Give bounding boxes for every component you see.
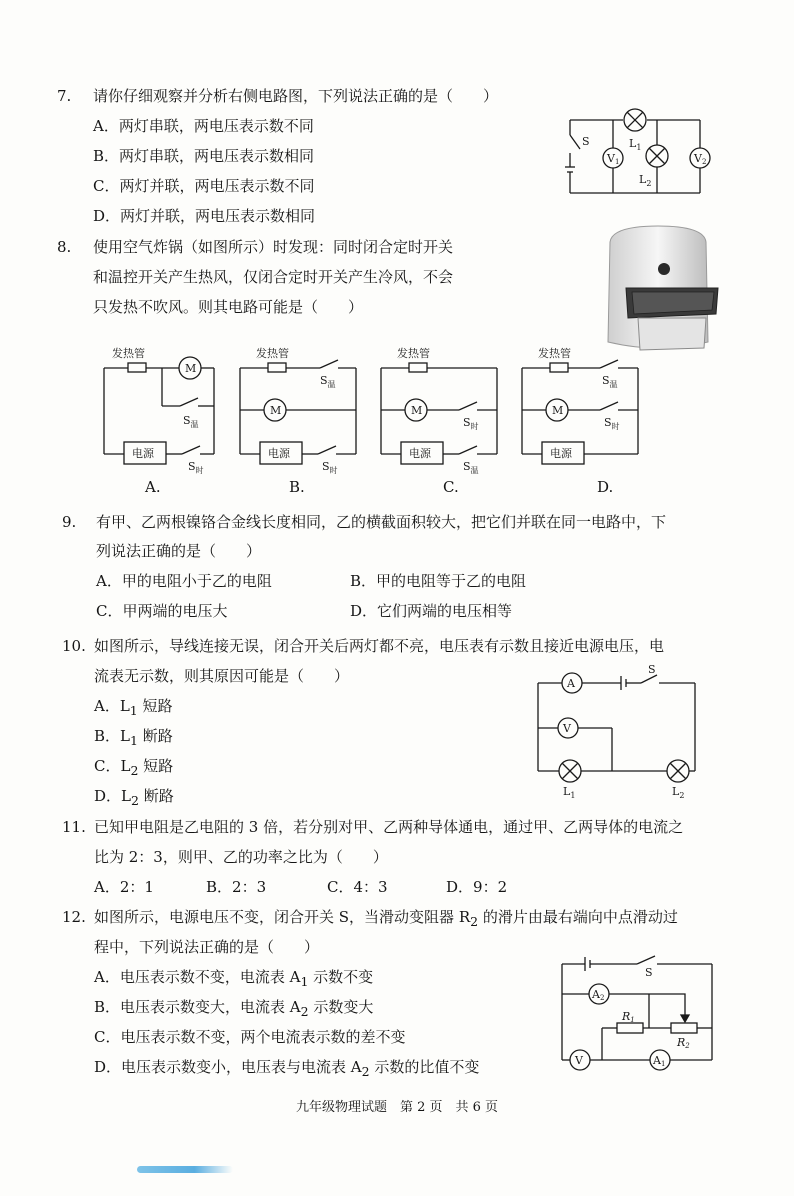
question-12-option-b: B．电压表示数变大，电流表 $A_2$ 示数变大	[94, 998, 374, 1019]
question-8-stem-line-2: 和温控开关产生热风，仅闭合定时开关产生冷风，不会	[93, 268, 454, 286]
question-7-option-d: D．两灯并联，两电压表示数相同	[93, 207, 316, 225]
question-8-choice-d: D.	[597, 478, 614, 496]
question-8-stem-line-3: 只发热不吹风。则其电路可能是（ ）	[93, 298, 364, 316]
question-8-stem-line-1: 使用空气炸锅（如图所示）时发现：同时闭合定时开关	[93, 238, 454, 256]
svg-text:S温: $S_温$	[463, 460, 479, 475]
switch-label: S	[582, 135, 590, 148]
svg-text:V1: V1	[607, 152, 620, 166]
question-9-stem-line-1: 有甲、乙两根镍铬合金线长度相同，乙的横截面积较大，把它们并联在同一电路中，下	[96, 513, 667, 531]
question-8-choice-c: C.	[443, 478, 459, 496]
question-10-option-a: A．$L_1$ 短路	[94, 697, 173, 718]
rheostat-r2-icon	[671, 1023, 697, 1033]
heater-icon	[268, 363, 286, 372]
question-10-number: 10.	[62, 637, 86, 655]
question-11-option-b: B．2：3	[206, 878, 267, 896]
svg-text:电源: 电源	[132, 447, 154, 460]
circuit-option-b	[240, 346, 356, 475]
question-11-option-c: C．4：3	[327, 878, 388, 896]
svg-text:发热管: 发热管	[256, 347, 289, 360]
svg-text:S: S	[648, 663, 656, 676]
svg-text:S: S	[645, 966, 653, 979]
question-12-option-a: A．电压表示数不变，电流表 $A_1$ 示数不变	[94, 968, 374, 989]
svg-text:A1: A1	[653, 1054, 666, 1068]
question-10-option-b: B．$L_1$ 断路	[94, 727, 173, 748]
svg-text:L2: $L_2$	[639, 173, 652, 188]
question-9-number: 9.	[62, 513, 77, 531]
question-9-stem-line-2: 列说法正确的是（ ）	[96, 542, 262, 560]
question-7-option-c: C．两灯并联，两电压表示数不同	[93, 177, 315, 195]
question-12-circuit-diagram	[557, 952, 717, 1082]
question-12-number: 12.	[62, 908, 86, 926]
question-12-option-c: C．电压表示数不变，两个电流表示数的差不变	[94, 1028, 406, 1046]
question-8-number: 8.	[57, 238, 72, 256]
svg-text:S温: $S_温$	[602, 374, 618, 389]
svg-text:S温: $S_温$	[183, 414, 199, 429]
question-10-stem-line-2: 流表无示数，则其原因可能是（ ）	[94, 667, 350, 685]
question-8-choice-b: B.	[289, 478, 305, 496]
svg-text:V2: V2	[694, 152, 707, 166]
circuit-option-a	[104, 346, 214, 475]
svg-text:S时: $S_时$	[604, 416, 620, 431]
heater-icon	[550, 363, 568, 372]
svg-text:R1: R1	[622, 1010, 635, 1024]
question-10-option-c: C．$L_2$ 短路	[94, 757, 174, 778]
question-9-option-b: B．甲的电阻等于乙的电阻	[350, 572, 527, 590]
svg-text:S时: $S_时$	[463, 416, 479, 431]
question-11-stem-line-1: 已知甲电阻是乙电阻的 3 倍，若分别对甲、乙两种导体通电，通过甲、乙两导体的电流之	[94, 818, 684, 836]
svg-text:电源: 电源	[268, 447, 290, 460]
question-10-stem-line-1: 如图所示，导线连接无误，闭合开关后两灯都不亮，电压表有示数且接近电源电压，电	[94, 637, 665, 655]
svg-text:L1: $L_1$	[629, 137, 642, 152]
svg-text:发热管: 发热管	[538, 347, 571, 360]
question-9-option-d: D．它们两端的电压相等	[350, 602, 513, 620]
question-11-stem-line-2: 比为 2：3，则甲、乙的功率之比为（ ）	[94, 848, 388, 866]
question-7-option-b: B．两灯串联，两电压表示数相同	[93, 147, 315, 165]
svg-text:M: M	[411, 404, 423, 417]
svg-text:M: M	[270, 404, 282, 417]
svg-text:S时: $S_时$	[188, 460, 204, 475]
question-9-option-c: C．甲两端的电压大	[96, 602, 228, 620]
svg-text:V: V	[575, 1054, 583, 1067]
circuit-option-c	[381, 346, 497, 475]
heater-icon	[409, 363, 427, 372]
question-8-choice-a: A.	[145, 478, 161, 496]
svg-text:S时: $S_时$	[322, 460, 338, 475]
question-9-option-a: A．甲的电阻小于乙的电阻	[96, 572, 272, 590]
question-7-option-a: A．两灯串联，两电压表示数不同	[93, 117, 314, 135]
question-11-option-d: D．9：2	[446, 878, 508, 896]
question-10-option-d: D．$L_2$ 断路	[94, 787, 174, 808]
svg-text:R2: R2	[677, 1036, 690, 1050]
question-11-number: 11.	[62, 818, 86, 836]
circuit-option-d	[522, 346, 638, 464]
svg-text:电源: 电源	[550, 447, 572, 460]
question-7-number: 7.	[57, 87, 72, 105]
svg-text:A: A	[567, 677, 575, 690]
question-12-stem-line-1: 如图所示，电源电压不变，闭合开关 S，当滑动变阻器 $R_2$ 的滑片由最右端向中点滑动过	[94, 908, 678, 929]
svg-text:S温: $S_温$	[320, 374, 336, 389]
question-12-option-d: D．电压表示数变小，电压表与电流表 $A_2$ 示数的比值不变	[94, 1058, 480, 1079]
page-footer: 九年级物理试题 第 2 页 共 6 页	[295, 1100, 499, 1115]
svg-text:M: M	[552, 404, 564, 417]
question-11-option-a: A．2：1	[94, 878, 154, 896]
svg-text:V: V	[563, 722, 571, 735]
svg-text:L1: $L_1$	[563, 785, 576, 800]
svg-text:L2: $L_2$	[672, 785, 685, 800]
scan-smudge	[137, 1166, 233, 1173]
svg-text:发热管: 发热管	[112, 347, 145, 360]
svg-text:发热管: 发热管	[397, 347, 430, 360]
question-10-circuit-diagram	[535, 665, 700, 800]
resistor-r1-icon	[617, 1023, 643, 1033]
question-7-stem: 请你仔细观察并分析右侧电路图，下列说法正确的是（ ）	[93, 87, 499, 105]
heater-icon	[128, 363, 146, 372]
question-8-circuit-options	[0, 0, 794, 500]
question-12-stem-line-2: 程中，下列说法正确的是（ ）	[94, 938, 320, 956]
svg-text:M: M	[185, 362, 197, 375]
svg-text:电源: 电源	[409, 447, 431, 460]
svg-text:A2: A2	[592, 988, 605, 1002]
